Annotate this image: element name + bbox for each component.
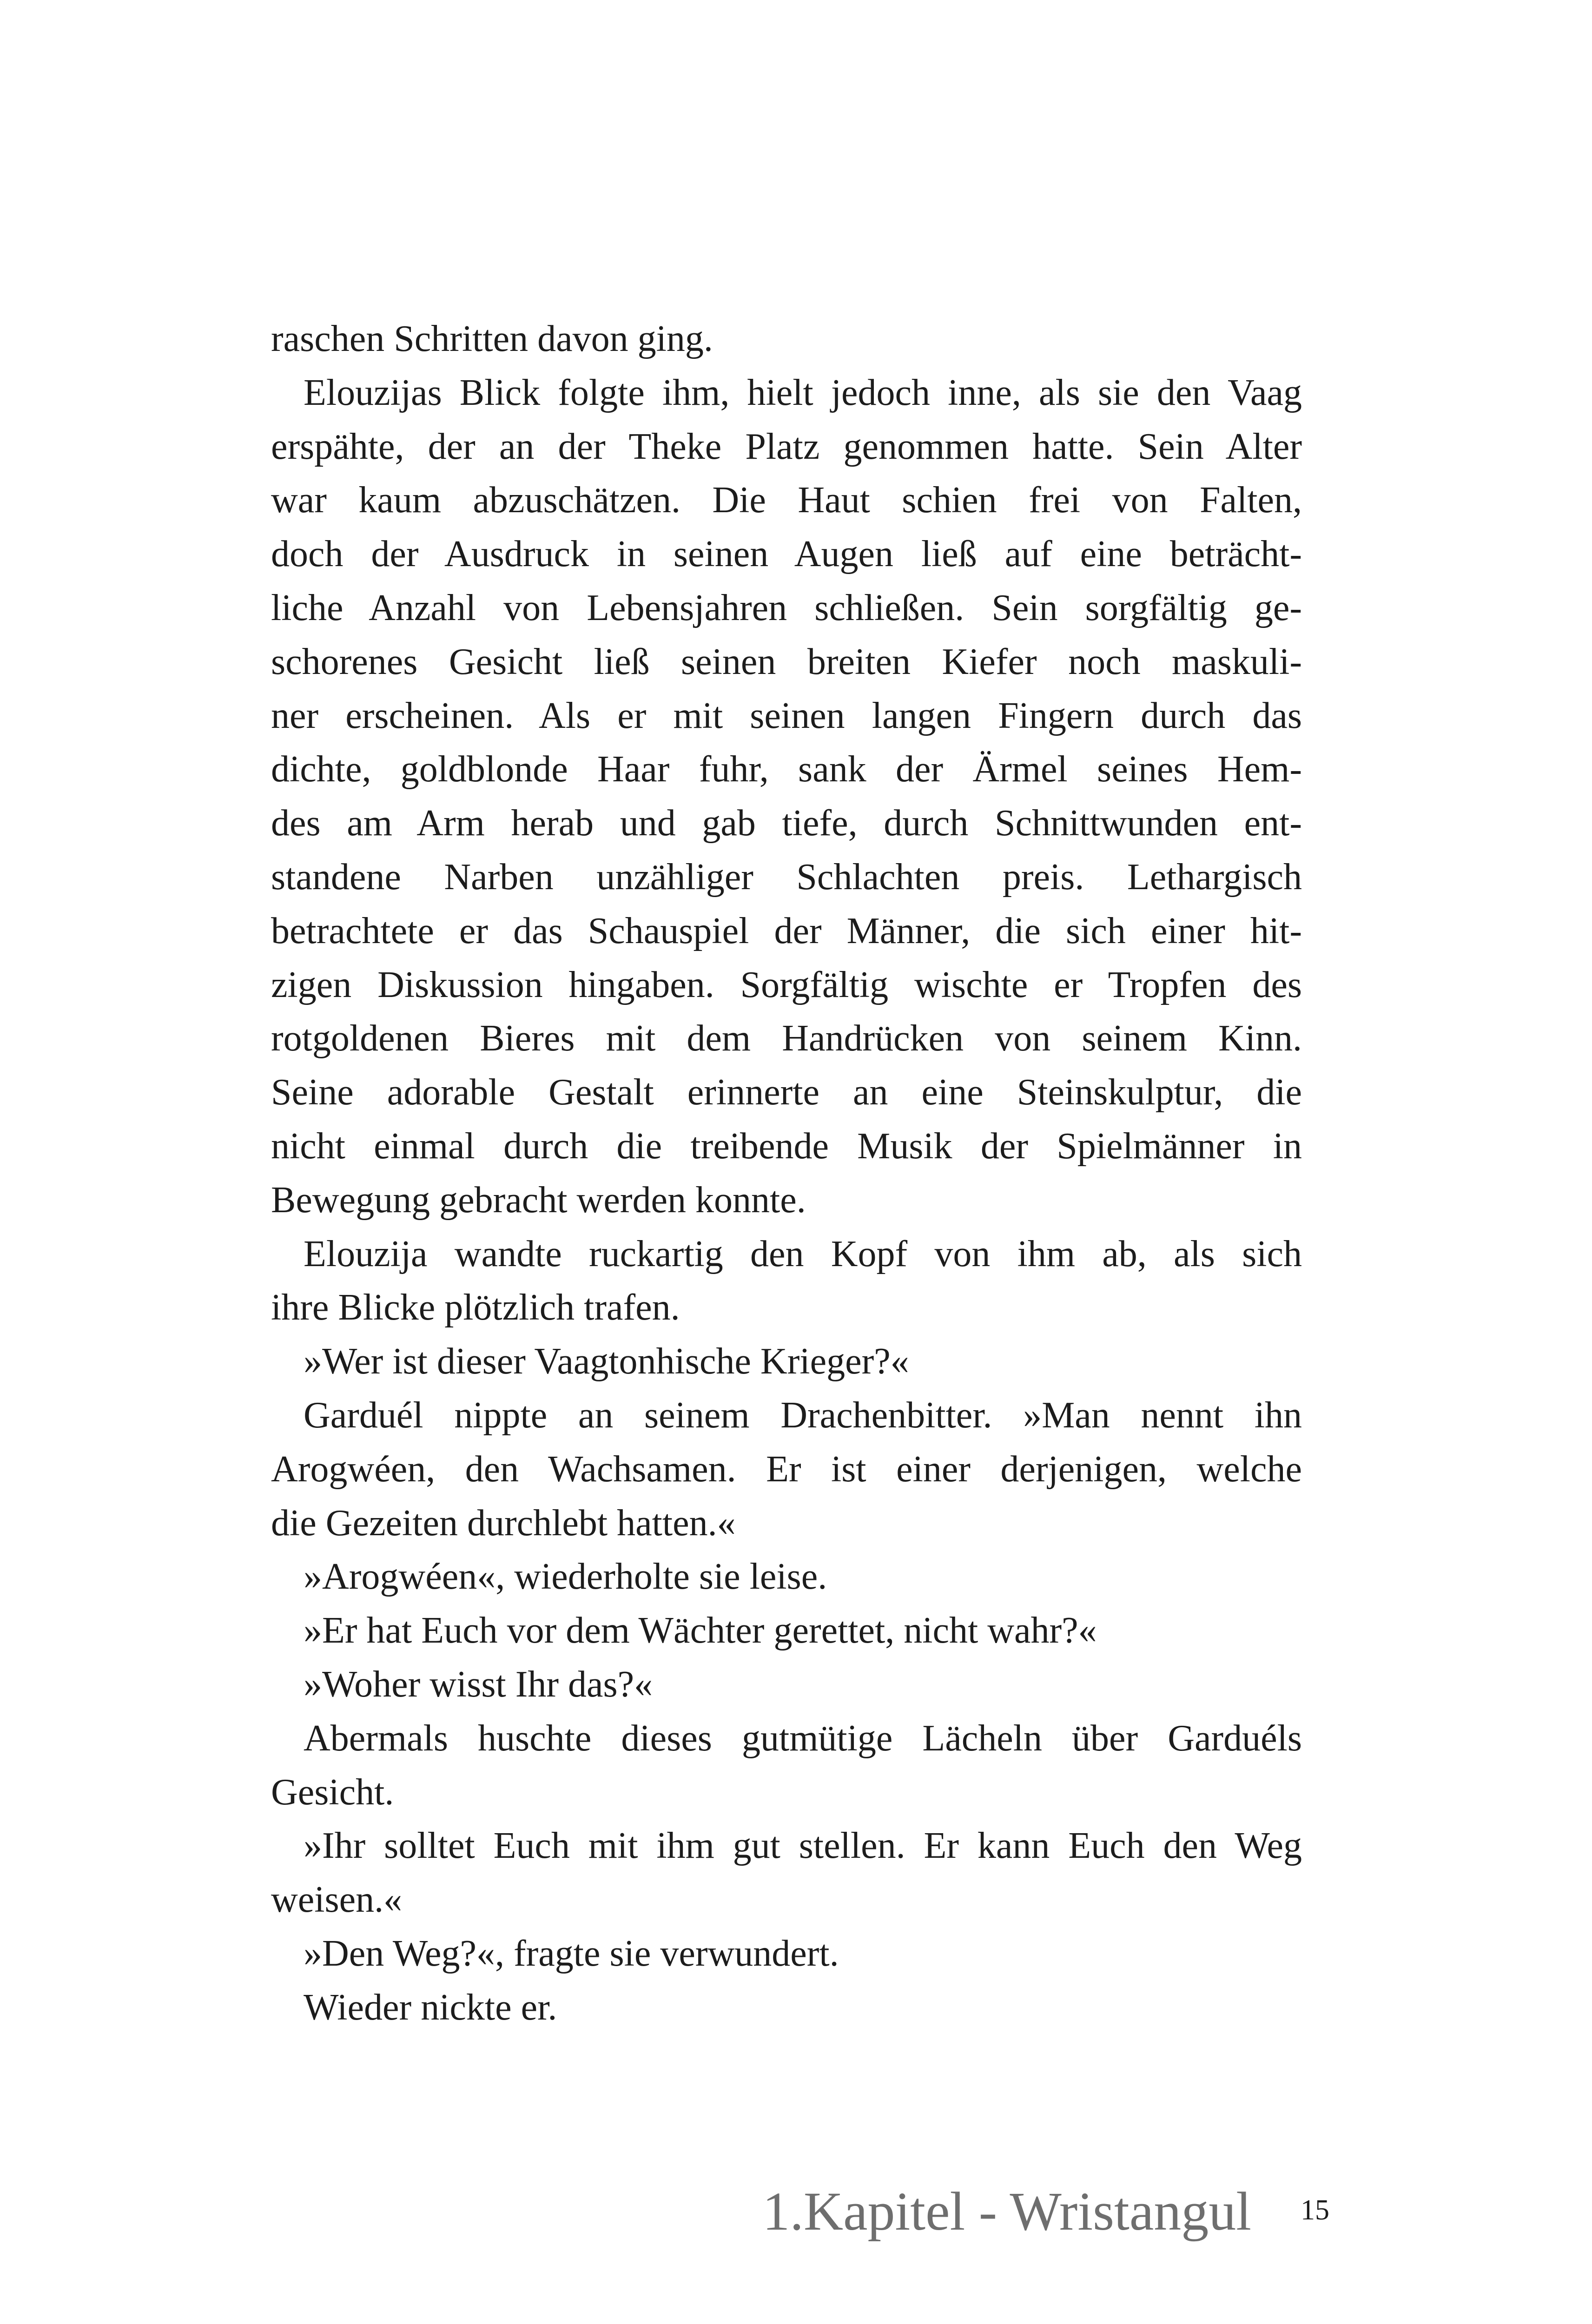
text-line: ner erscheinen. Als er mit seinen langen Fingern durch das	[271, 695, 1302, 736]
text-line: weisen.«	[271, 1879, 403, 1921]
text-line: »Woher wisst Ihr das?«	[304, 1664, 653, 1705]
text-line: »Den Weg?«, fragte sie verwundert.	[304, 1933, 839, 1974]
text-line: Wieder nickte er.	[304, 1987, 557, 2028]
text-line: Abermals huschte dieses gutmütige Lächeln über Garduéls	[304, 1717, 1302, 1759]
text-line: »Arogwéen«, wiederholte sie leise.	[304, 1556, 827, 1598]
text-line: »Wer ist dieser Vaagtonhische Krieger?«	[304, 1341, 909, 1382]
text-line: war kaum abzuschätzen. Die Haut schien frei von Falten,	[271, 480, 1302, 521]
text-line: standene Narben unzähliger Schlachten preis. Lethargisch	[271, 856, 1302, 898]
running-chapter-title: 1.Kapitel - Wristangul	[762, 2181, 1251, 2242]
text-line: nicht einmal durch die treibende Musik der Spielmänner in	[271, 1125, 1302, 1167]
text-line: Arogwéen, den Wachsamen. Er ist einer derjenigen, welche	[271, 1448, 1302, 1490]
text-line: zigen Diskussion hingaben. Sorgfältig wischte er Tropfen des	[271, 964, 1302, 1005]
text-line: Elouzija wandte ruckartig den Kopf von ihm ab, als sich	[304, 1233, 1302, 1274]
text-line: Gesicht.	[271, 1771, 394, 1813]
page-number: 15	[1301, 2194, 1329, 2226]
text-line: Seine adorable Gestalt erinnerte an eine Steinskulptur, die	[271, 1072, 1302, 1113]
text-line: schorenes Gesicht ließ seinen breiten Kiefer noch maskuli-	[271, 641, 1302, 682]
text-line: des am Arm herab und gab tiefe, durch Schnittwunden ent-	[271, 803, 1302, 844]
text-line: erspähte, der an der Theke Platz genommen hatte. Sein Alter	[271, 426, 1302, 467]
text-line: die Gezeiten durchlebt hatten.«	[271, 1502, 736, 1544]
text-line: raschen Schritten davon ging.	[271, 318, 713, 359]
body-text	[271, 312, 1302, 2035]
text-line: »Ihr solltet Euch mit ihm gut stellen. Er kann Euch den Weg	[304, 1825, 1302, 1867]
text-line: Bewegung gebracht werden konnte.	[271, 1179, 806, 1221]
text-line: liche Anzahl von Lebensjahren schließen. Sein sorgfältig ge-	[271, 587, 1302, 628]
text-line: Garduél nippte an seinem Drachenbitter. »Man nennt ihn	[304, 1394, 1302, 1436]
text-line: Elouzijas Blick folgte ihm, hielt jedoch inne, als sie den Vaag	[304, 372, 1302, 413]
text-line: betrachtete er das Schauspiel der Männer, die sich einer hit-	[271, 910, 1302, 951]
text-line: rotgoldenen Bieres mit dem Handrücken von seinem Kinn.	[271, 1018, 1302, 1059]
text-line: »Er hat Euch vor dem Wächter gerettet, nicht wahr?«	[304, 1610, 1097, 1651]
text-line: ihre Blicke plötzlich trafen.	[271, 1287, 680, 1328]
text-line: doch der Ausdruck in seinen Augen ließ auf eine beträcht-	[271, 534, 1302, 575]
text-line: dichte, goldblonde Haar fuhr, sank der Ärmel seines Hem-	[271, 749, 1302, 790]
